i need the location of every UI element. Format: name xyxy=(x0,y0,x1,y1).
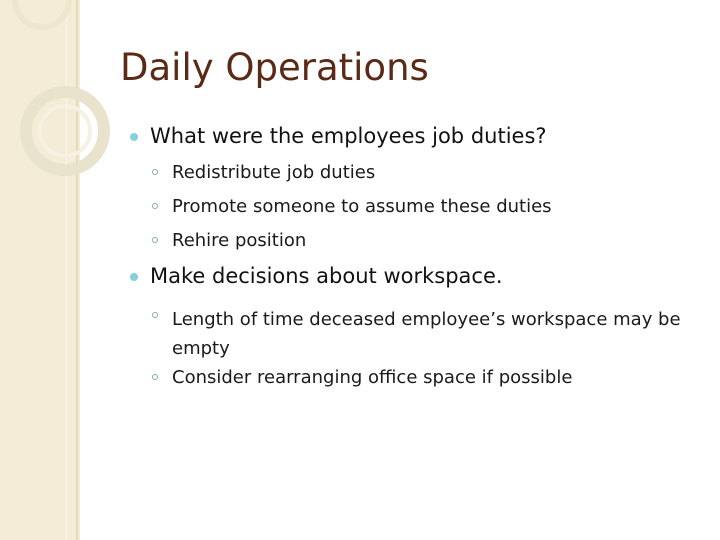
bullet-item xyxy=(150,264,503,288)
bullet-text: Make decisions about workspace. xyxy=(150,264,503,288)
side-decoration-panel xyxy=(0,0,80,540)
sub-bullet-item xyxy=(172,196,552,217)
bullet-dot-icon xyxy=(130,273,138,281)
sub-bullet-ring-icon xyxy=(152,312,158,318)
sub-bullet-ring-icon xyxy=(152,374,158,380)
sub-bullet-item xyxy=(172,162,375,183)
sub-bullet-item xyxy=(172,367,572,388)
sub-bullet-text: Consider rearranging office space if possible xyxy=(172,367,573,388)
sub-bullet-text: Promote someone to assume these duties xyxy=(172,196,552,217)
sub-bullet-item xyxy=(172,230,306,251)
decorative-ring-icon xyxy=(38,104,92,158)
sub-bullet-text: Rehire position xyxy=(172,230,307,251)
sub-bullet-ring-icon xyxy=(152,203,158,209)
bullet-dot-icon xyxy=(130,133,138,141)
sub-bullet-text: Length of time deceased employee’s workspace may be empty xyxy=(172,309,681,359)
sub-bullet-ring-icon xyxy=(152,237,158,243)
side-panel-line xyxy=(66,0,67,540)
sub-bullet-item xyxy=(172,305,692,363)
bullet-text: What were the employees job duties? xyxy=(150,124,547,148)
bullet-item xyxy=(150,124,547,148)
side-panel-edge xyxy=(76,0,78,540)
slide-title: Daily Operations xyxy=(120,46,429,89)
sub-bullet-text: Redistribute job duties xyxy=(172,162,376,183)
sub-bullet-ring-icon xyxy=(152,169,158,175)
